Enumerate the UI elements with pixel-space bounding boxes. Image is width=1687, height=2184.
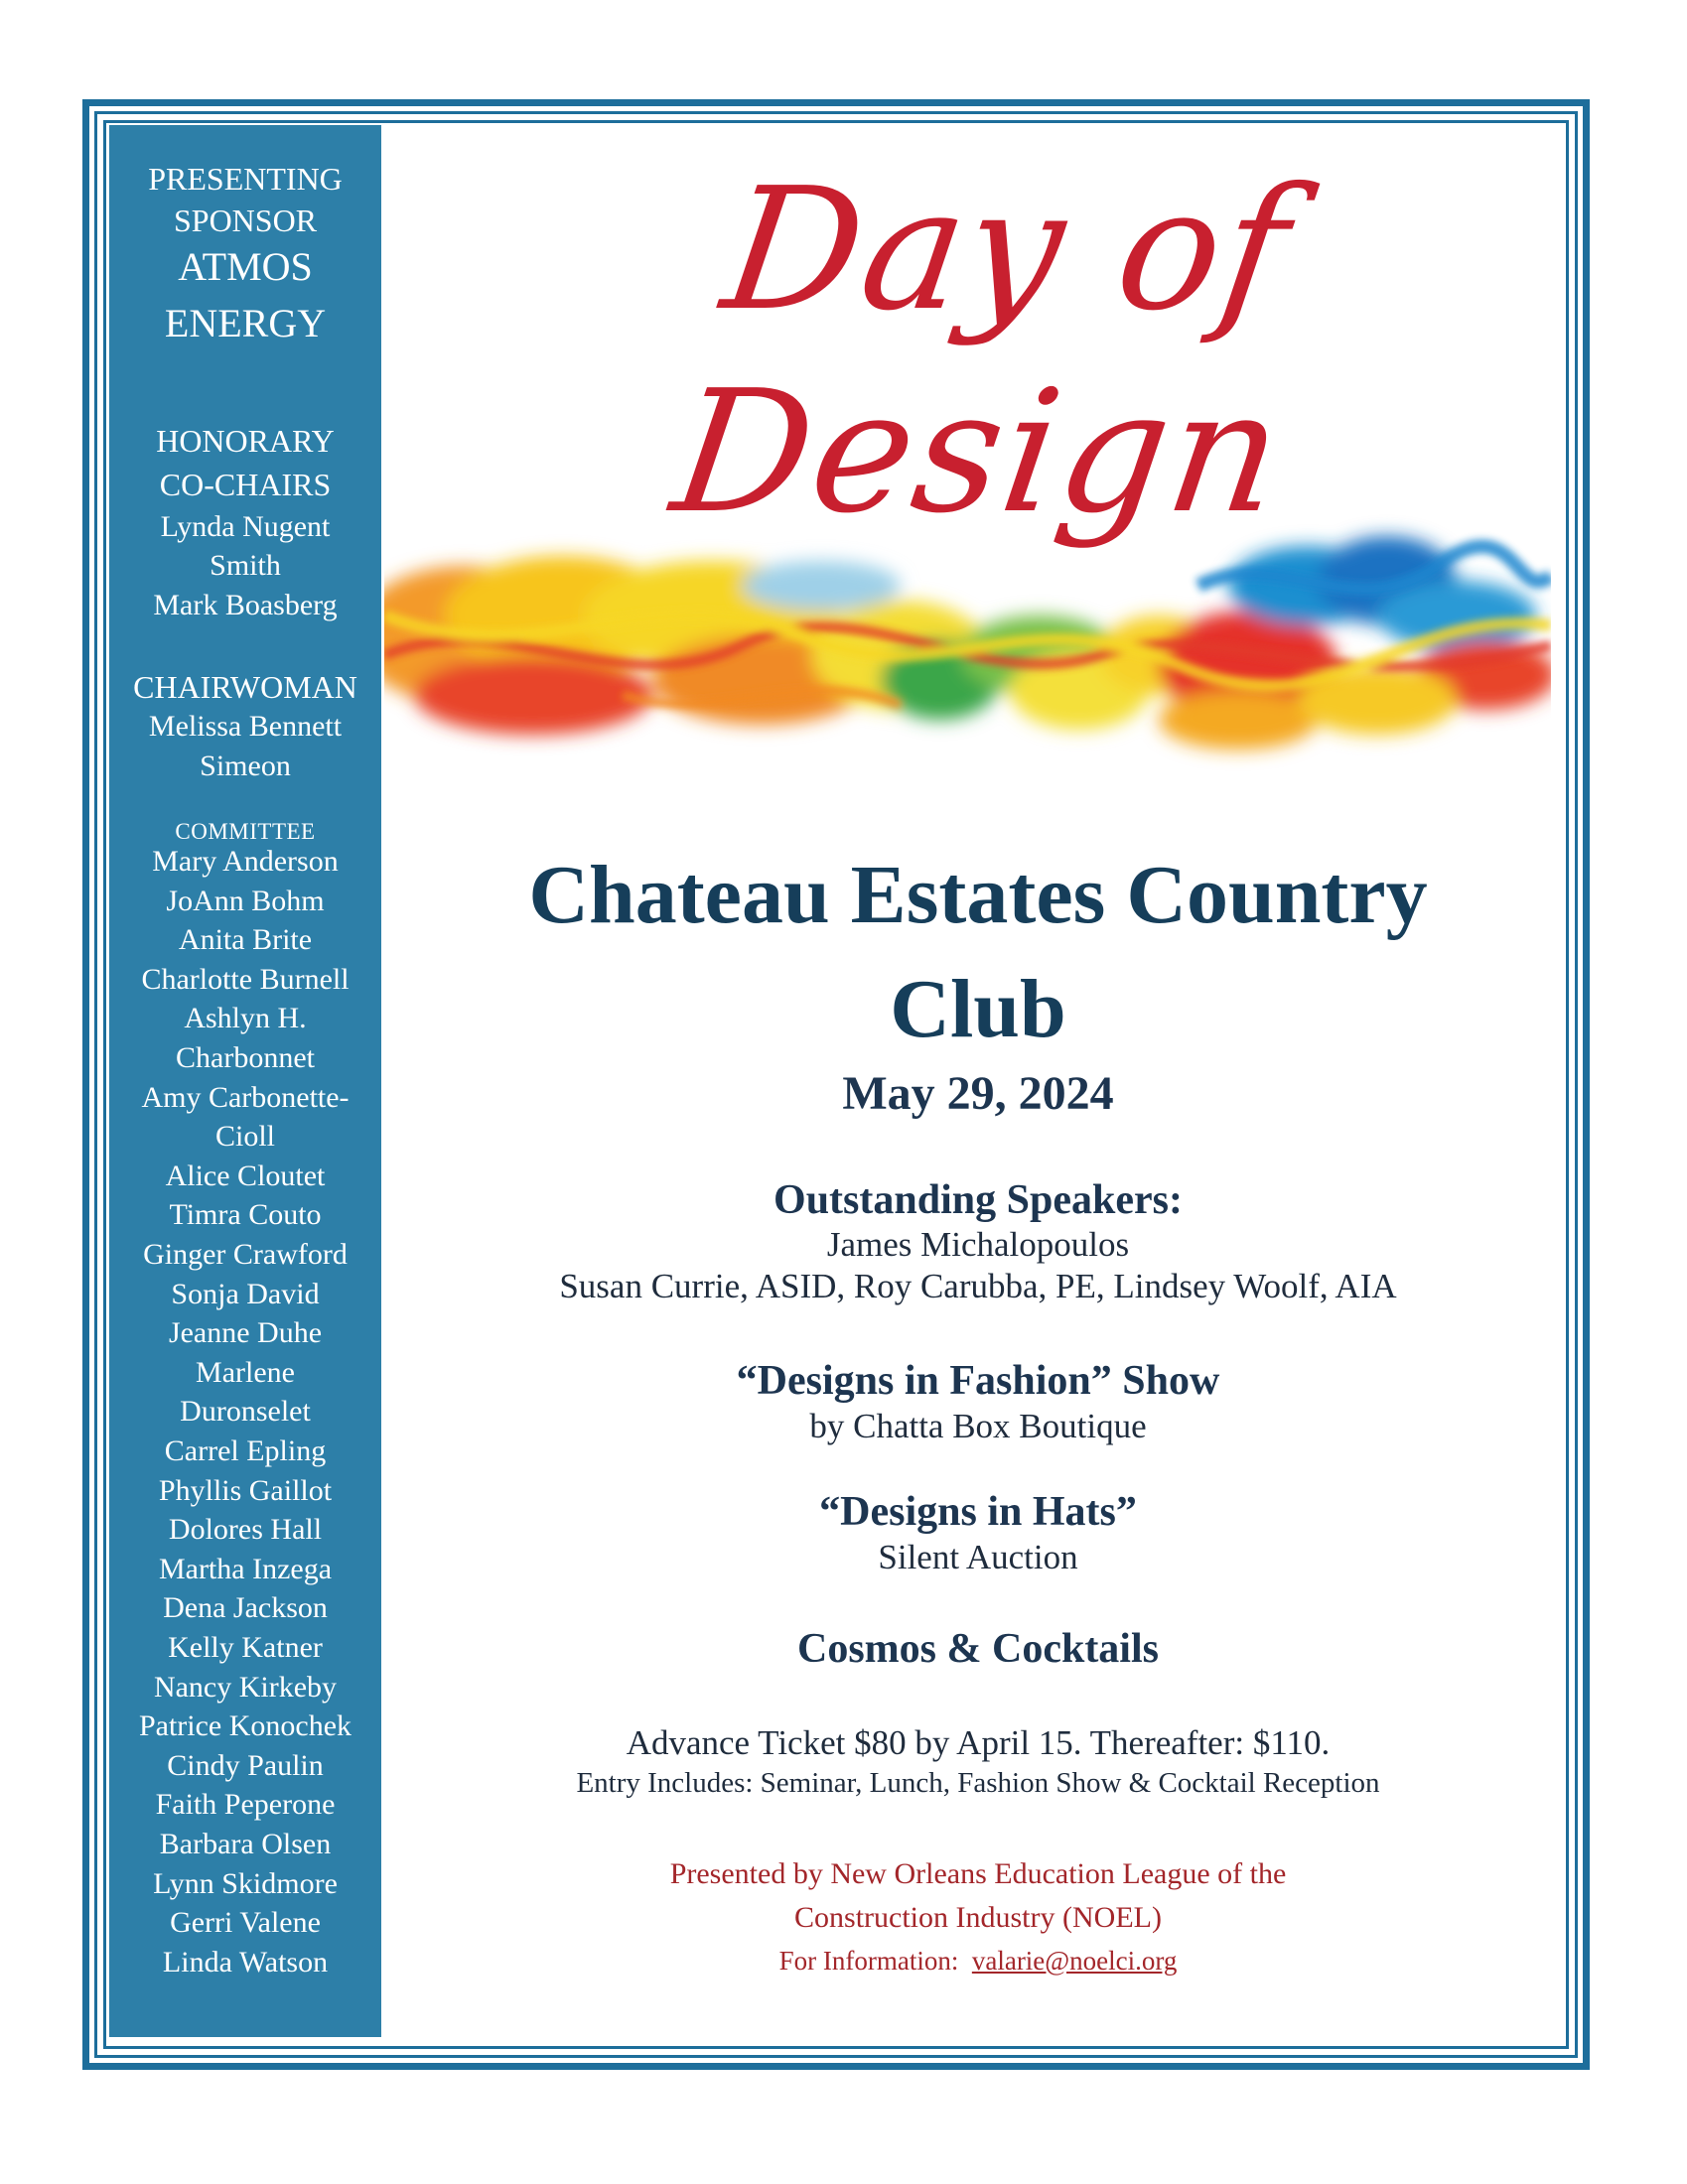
fashion-show-heading: “Designs in Fashion” Show — [736, 1358, 1220, 1404]
cocktails-heading: Cosmos & Cocktails — [797, 1626, 1159, 1672]
honorary-name: Mark Boasberg — [153, 589, 338, 621]
committee-member: Charbonnet — [176, 1041, 315, 1074]
committee-member: Phyllis Gaillot — [158, 1473, 333, 1507]
ticket-price: Advance Ticket $80 by April 15. Thereafter: $110. — [626, 1723, 1331, 1762]
committee-member: Dena Jackson — [163, 1591, 328, 1625]
committee-member: Duronselet — [180, 1395, 311, 1429]
fashion-show-sub: by Chatta Box Boutique — [809, 1407, 1147, 1445]
sponsor-name-1: ATMOS — [178, 244, 313, 289]
honorary-name: Smith — [210, 549, 281, 582]
committee-member: Anita Brite — [178, 923, 313, 957]
committee-member: Alice Cloutet — [165, 1159, 326, 1192]
hats-sub: Silent Auction — [878, 1538, 1078, 1576]
committee-member: Lynn Skidmore — [153, 1866, 338, 1900]
sponsor-sidebar — [109, 125, 381, 2037]
paint-splash-image — [384, 467, 1551, 784]
committee-member: Marlene — [196, 1355, 295, 1389]
venue-line-1: Chateau Estates Country — [528, 849, 1428, 941]
presented-by-line-2: Construction Industry (NOEL) — [794, 1901, 1162, 1934]
committee-member: Ginger Crawford — [143, 1238, 348, 1271]
speaker-names: Susan Currie, ASID, Roy Carubba, PE, Lindsey Woolf, AIA — [559, 1267, 1397, 1305]
committee-member: Cioll — [214, 1120, 275, 1154]
committee-member: Cindy Paulin — [167, 1748, 324, 1782]
presenting-sponsor-label-2: SPONSOR — [173, 203, 318, 238]
chairwoman-label: CHAIRWOMAN — [133, 669, 357, 705]
presenting-sponsor-label-1: PRESENTING — [148, 161, 343, 197]
committee-member: Dolores Hall — [168, 1513, 323, 1547]
honorary-label-2: CO-CHAIRS — [159, 467, 332, 502]
honorary-name: Lynda Nugent — [160, 510, 331, 543]
speakers-heading: Outstanding Speakers: — [773, 1177, 1183, 1223]
presented-by-line-1: Presented by New Orleans Education League of the — [669, 1857, 1287, 1890]
entry-includes: Entry Includes: Seminar, Lunch, Fashion Show & Cocktail Reception — [576, 1767, 1380, 1799]
committee-member: Linda Watson — [162, 1945, 329, 1979]
chairwoman-name: Melissa Bennett — [148, 710, 343, 743]
info-label: For Information: — [778, 1946, 959, 1976]
committee-member: Nancy Kirkeby — [153, 1670, 338, 1704]
committee-member: JoAnn Bohm — [166, 884, 325, 917]
committee-member: Charlotte Burnell — [141, 962, 350, 996]
chairwoman-name: Simeon — [200, 750, 291, 782]
committee-member: Martha Inzega — [158, 1552, 333, 1585]
sponsor-name-2: ENERGY — [164, 301, 327, 345]
event-title: Day of Design — [662, 152, 1302, 551]
committee-member: Faith Peperone — [155, 1788, 336, 1822]
committee-member: Timra Couto — [169, 1198, 322, 1232]
committee-member: Jeanne Duhe — [168, 1316, 323, 1350]
committee-member: Mary Anderson — [152, 845, 339, 878]
committee-member: Amy Carbonette- — [141, 1080, 350, 1114]
committee-label: COMMITTEE — [175, 819, 316, 844]
speaker-name: James Michalopoulos — [826, 1225, 1130, 1264]
committee-member: Ashlyn H. — [184, 1002, 307, 1035]
info-email-link[interactable]: valarie@noelci.org — [971, 1946, 1178, 1976]
committee-member: Gerri Valene — [170, 1906, 321, 1940]
hats-heading: “Designs in Hats” — [819, 1489, 1137, 1535]
venue-line-2: Club — [890, 963, 1066, 1055]
info-line — [387, 1948, 1569, 1975]
committee-member: Sonja David — [171, 1277, 320, 1310]
event-date: May 29, 2024 — [842, 1067, 1114, 1120]
committee-member: Carrel Epling — [164, 1434, 327, 1467]
committee-member: Barbara Olsen — [159, 1828, 332, 1860]
committee-member: Patrice Konochek — [138, 1709, 352, 1743]
honorary-label-1: HONORARY — [156, 423, 335, 459]
committee-member: Kelly Katner — [168, 1631, 323, 1664]
